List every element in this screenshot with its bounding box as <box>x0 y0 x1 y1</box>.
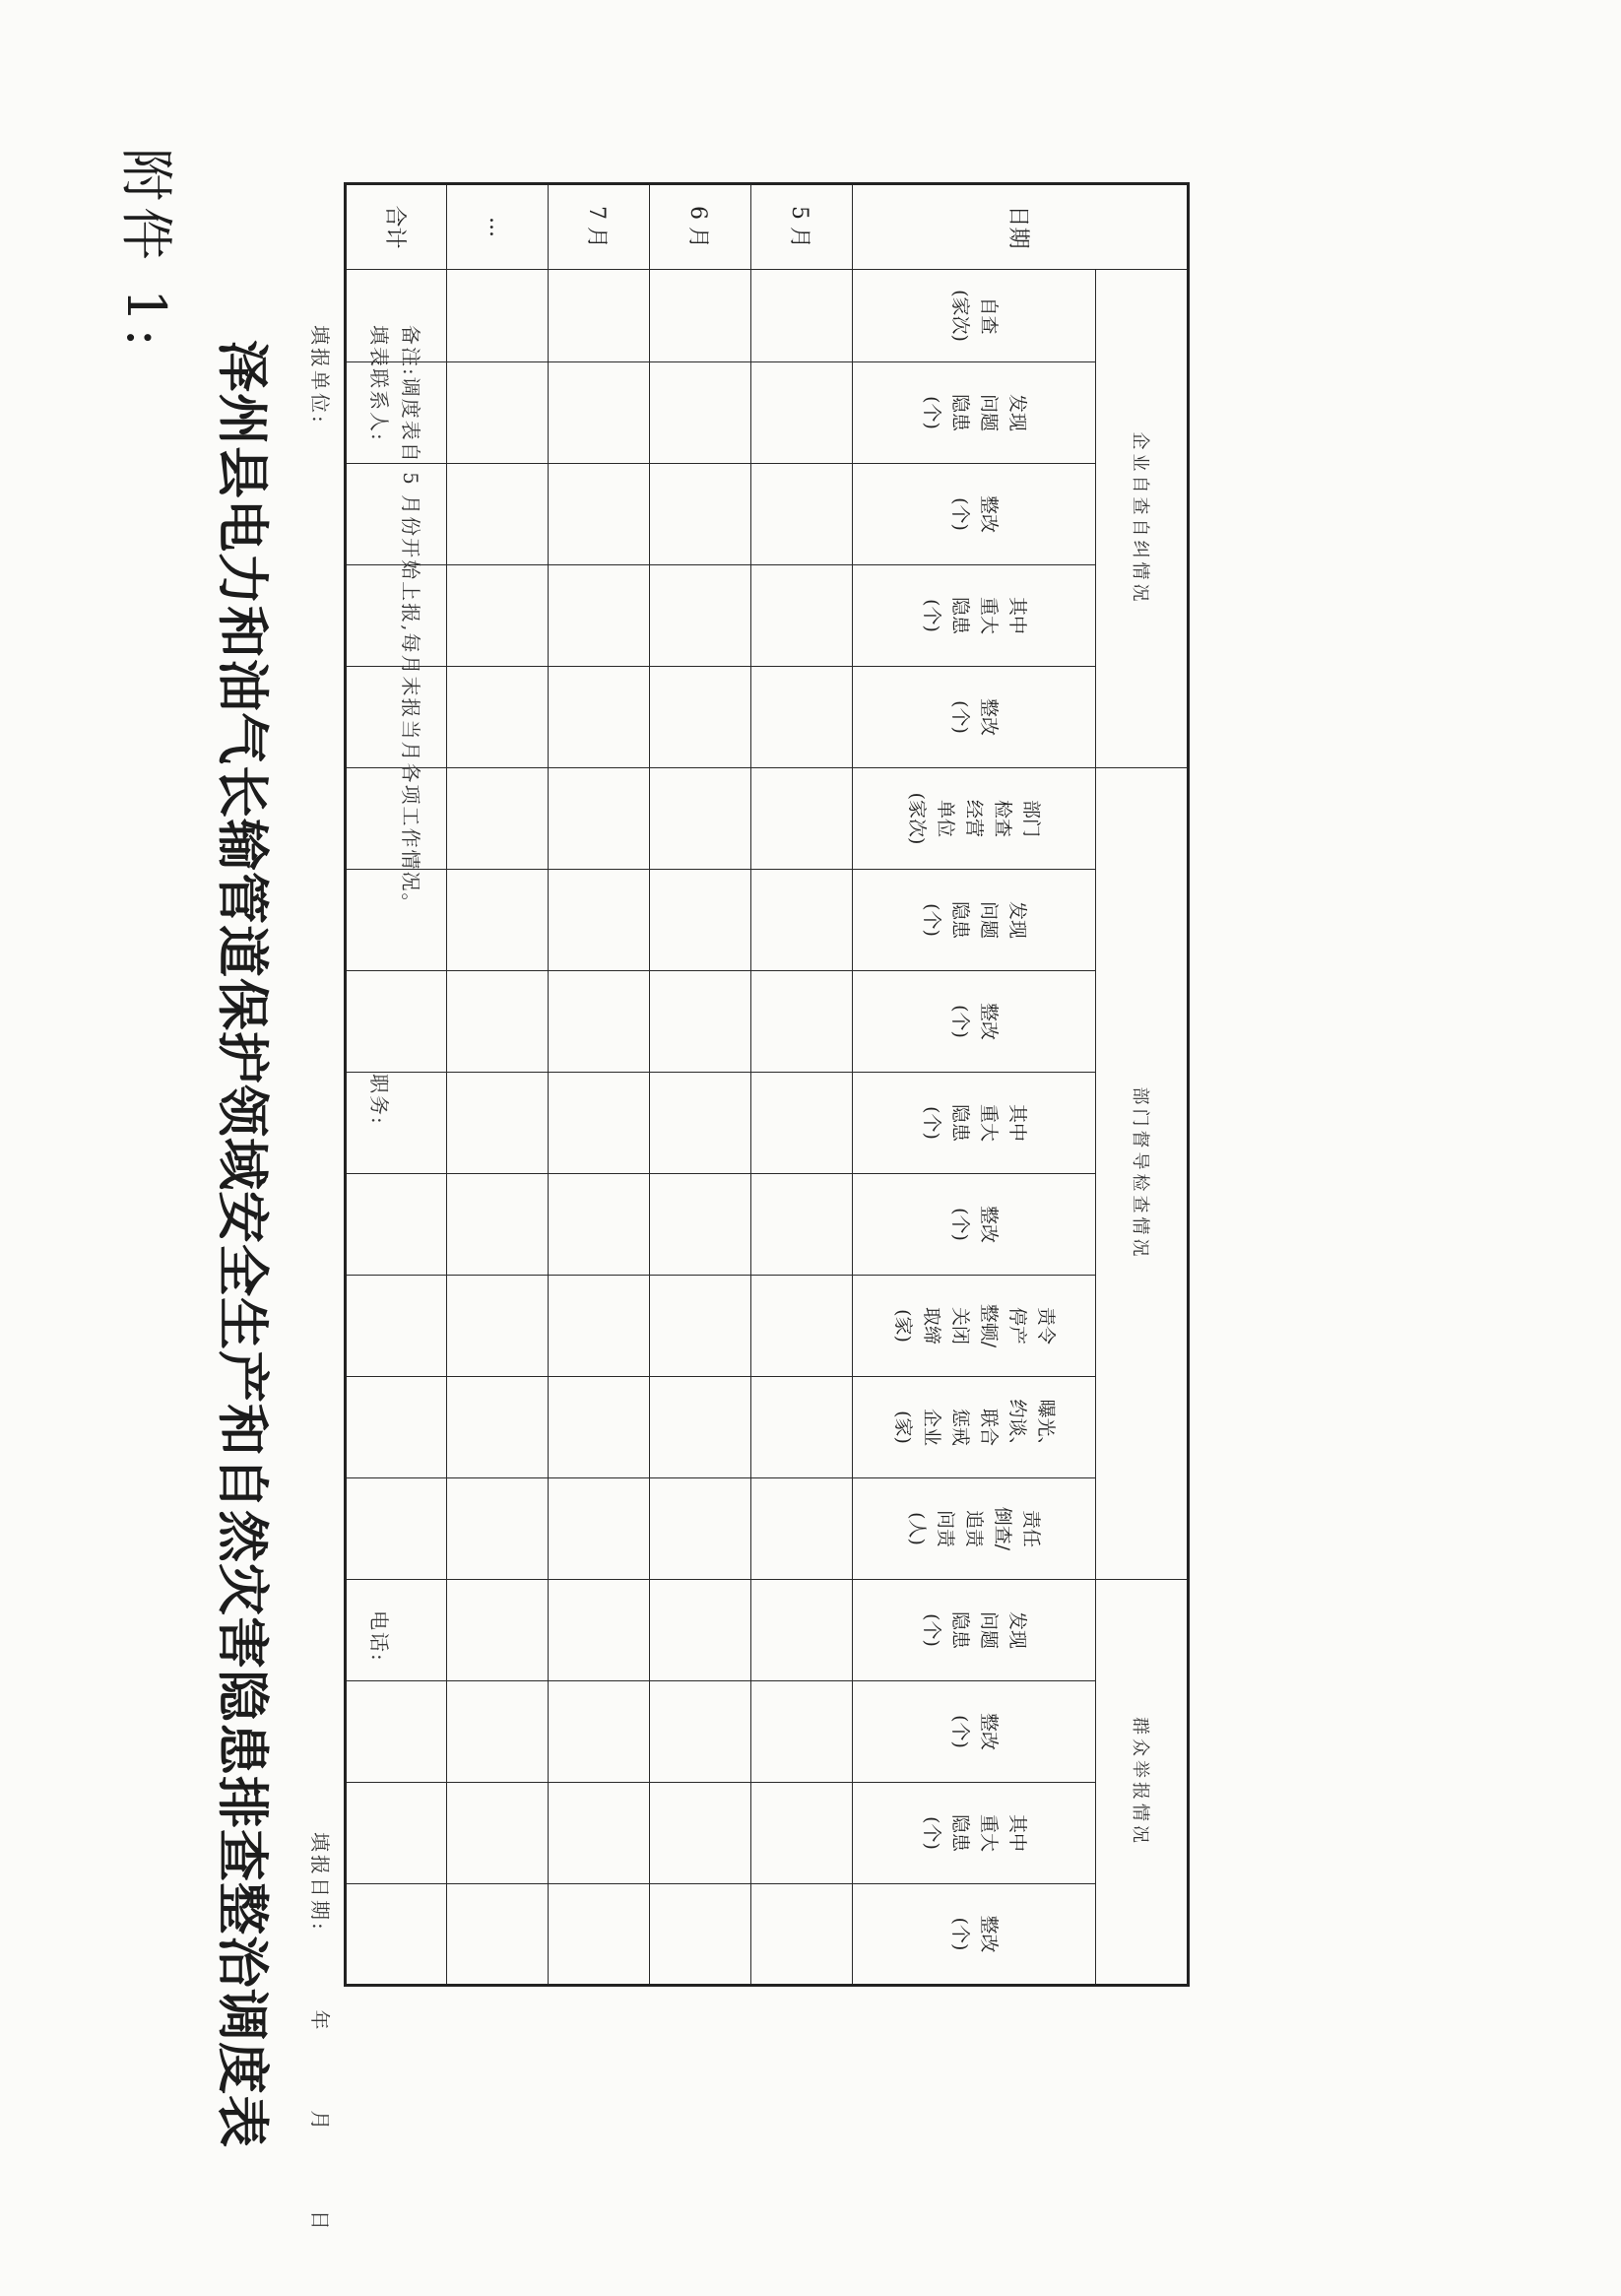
table-cell[interactable] <box>346 1681 447 1783</box>
subheader-cell: 自查 (家次) <box>853 270 1096 362</box>
contact-label: 填表联系人: <box>367 325 391 442</box>
table-cell[interactable] <box>447 1276 549 1377</box>
table-cell[interactable] <box>751 1174 853 1276</box>
group-enterprise-self-check: 企业自查自纠情况 <box>1096 270 1189 768</box>
table-cell[interactable] <box>751 1580 853 1681</box>
table-cell[interactable] <box>650 464 751 565</box>
table-cell[interactable] <box>549 464 650 565</box>
table-cell[interactable] <box>751 565 853 667</box>
table-cell[interactable] <box>346 1478 447 1580</box>
table-row <box>751 184 853 1986</box>
subheader-cell: 责任 倒查/ 追责 问责 (人) <box>853 1478 1096 1580</box>
table-cell[interactable] <box>650 1884 751 1986</box>
table-cell[interactable] <box>650 1580 751 1681</box>
table-cell[interactable] <box>447 768 549 870</box>
table-row <box>346 184 447 1986</box>
table-cell[interactable] <box>650 1276 751 1377</box>
row-label: 5 月 <box>751 184 853 270</box>
table-cell[interactable] <box>346 1377 447 1478</box>
table-row <box>447 184 549 1986</box>
table-cell[interactable] <box>751 362 853 464</box>
table-cell[interactable] <box>346 1783 447 1884</box>
table-cell[interactable] <box>650 1174 751 1276</box>
row-label: ... <box>447 184 549 270</box>
table-cell[interactable] <box>751 870 853 971</box>
table-cell[interactable] <box>650 667 751 768</box>
table-cell[interactable] <box>447 667 549 768</box>
subheader-cell: 其中 重大 隐患 (个) <box>853 1783 1096 1884</box>
table-cell[interactable] <box>650 1681 751 1783</box>
group-public-report: 群众举报情况 <box>1096 1580 1189 1986</box>
table-cell[interactable] <box>751 1884 853 1986</box>
subheader-cell: 整改 (个) <box>853 1884 1096 1986</box>
table-row <box>650 184 751 1986</box>
table-cell[interactable] <box>346 1884 447 1986</box>
table-cell[interactable] <box>549 870 650 971</box>
table-cell[interactable] <box>346 464 447 565</box>
table-cell[interactable] <box>549 270 650 362</box>
table-cell[interactable] <box>549 1073 650 1174</box>
table-cell[interactable] <box>549 1580 650 1681</box>
group-department-inspection: 部门督导检查情况 <box>1096 768 1189 1580</box>
table-cell[interactable] <box>549 565 650 667</box>
phone-label: 电话: <box>367 1610 391 1663</box>
table-cell[interactable] <box>549 971 650 1073</box>
table-cell[interactable] <box>447 270 549 362</box>
table-row <box>549 184 650 1986</box>
table-cell[interactable] <box>751 1478 853 1580</box>
table-cell[interactable] <box>549 1478 650 1580</box>
table-cell[interactable] <box>346 667 447 768</box>
table-cell[interactable] <box>549 1783 650 1884</box>
table-cell[interactable] <box>447 1884 549 1986</box>
table-cell[interactable] <box>346 1276 447 1377</box>
table-cell[interactable] <box>650 565 751 667</box>
table-cell[interactable] <box>447 1478 549 1580</box>
attachment-label: 附件 1: <box>115 148 177 353</box>
subheader-cell: 责令 停产 整顿/ 关闭 取缔 (家) <box>853 1276 1096 1377</box>
table-cell[interactable] <box>751 971 853 1073</box>
table-cell[interactable] <box>346 1580 447 1681</box>
fill-date-line <box>307 1832 336 2233</box>
subheader-cell: 整改 (个) <box>853 1681 1096 1783</box>
subheader-cell: 发现 问题 隐患 (个) <box>853 362 1096 464</box>
fill-unit-label: 填报单位: <box>308 325 332 426</box>
table-cell[interactable] <box>650 1478 751 1580</box>
table-cell[interactable] <box>650 270 751 362</box>
subheader-cell: 其中 重大 隐患 (个) <box>853 1073 1096 1174</box>
table-cell[interactable] <box>346 1174 447 1276</box>
fill-date-day: 日 <box>308 2209 332 2233</box>
table-cell[interactable] <box>447 464 549 565</box>
table-cell[interactable] <box>650 1073 751 1174</box>
fill-date-month: 月 <box>308 2110 332 2133</box>
subheader-cell: 整改 (个) <box>853 1174 1096 1276</box>
table-cell[interactable] <box>549 1884 650 1986</box>
table-cell[interactable] <box>447 1377 549 1478</box>
duty-label: 职务: <box>367 1074 391 1126</box>
table-cell[interactable] <box>751 270 853 362</box>
table-cell[interactable] <box>549 1681 650 1783</box>
subheader-cell: 整改 (个) <box>853 464 1096 565</box>
table-cell[interactable] <box>549 1174 650 1276</box>
table-cell[interactable] <box>346 565 447 667</box>
table-cell[interactable] <box>751 1276 853 1377</box>
table-cell[interactable] <box>447 870 549 971</box>
table-cell[interactable] <box>346 870 447 971</box>
table-cell[interactable] <box>447 1073 549 1174</box>
table-cell[interactable] <box>751 768 853 870</box>
table-cell[interactable] <box>650 971 751 1073</box>
table-cell[interactable] <box>751 1377 853 1478</box>
subheader-cell: 部门 检查 经营 单位 (家次) <box>853 768 1096 870</box>
subheader-cell: 发现 问题 隐患 (个) <box>853 1580 1096 1681</box>
table-cell[interactable] <box>650 1377 751 1478</box>
subheader-cell: 其中 重大 隐患 (个) <box>853 565 1096 667</box>
row-label: 合计 <box>346 184 447 270</box>
subheader-cell: 曝光、 约谈、 联合 惩戒 企业 (家) <box>853 1377 1096 1478</box>
subheader-cell: 发现 问题 隐患 (个) <box>853 870 1096 971</box>
subheader-cell: 整改 (个) <box>853 971 1096 1073</box>
table-cell[interactable] <box>447 565 549 667</box>
table-cell[interactable] <box>346 270 447 362</box>
dispatch-table <box>344 182 1190 1987</box>
table-cell[interactable] <box>447 1174 549 1276</box>
table-cell[interactable] <box>447 362 549 464</box>
row-label: 6 月 <box>650 184 751 270</box>
table-cell[interactable] <box>346 971 447 1073</box>
table-cell[interactable] <box>650 768 751 870</box>
table-cell[interactable] <box>549 362 650 464</box>
page-title: 泽州县电力和油气长输管道保护领域安全生产和自然灾害隐患排查整治调度表 <box>212 340 273 2148</box>
table-cell[interactable] <box>549 1276 650 1377</box>
table-cell[interactable] <box>751 1783 853 1884</box>
subheader-row <box>853 184 1096 1986</box>
table-cell[interactable] <box>549 667 650 768</box>
table-cell[interactable] <box>447 1783 549 1884</box>
date-header: 日期 <box>853 184 1189 270</box>
table-cell[interactable] <box>650 870 751 971</box>
table-cell[interactable] <box>447 1681 549 1783</box>
table-cell[interactable] <box>447 1580 549 1681</box>
table-cell[interactable] <box>751 667 853 768</box>
fill-date-year: 年 <box>308 2009 332 2033</box>
subheader-cell: 整改 (个) <box>853 667 1096 768</box>
table-cell[interactable] <box>346 362 447 464</box>
remark-note: 备注:调度表自 5 月份开始上报,每月末报当月各项工作情况。 <box>399 325 422 915</box>
table-cell[interactable] <box>346 768 447 870</box>
table-cell[interactable] <box>650 362 751 464</box>
table-cell[interactable] <box>447 971 549 1073</box>
fill-date-label: 填报日期: <box>308 1832 332 1933</box>
table-cell[interactable] <box>751 464 853 565</box>
table-cell[interactable] <box>549 768 650 870</box>
table-cell[interactable] <box>650 1783 751 1884</box>
table-cell[interactable] <box>549 1377 650 1478</box>
table-cell[interactable] <box>346 1073 447 1174</box>
table-cell[interactable] <box>751 1681 853 1783</box>
row-label: 7 月 <box>549 184 650 270</box>
table-cell[interactable] <box>751 1073 853 1174</box>
